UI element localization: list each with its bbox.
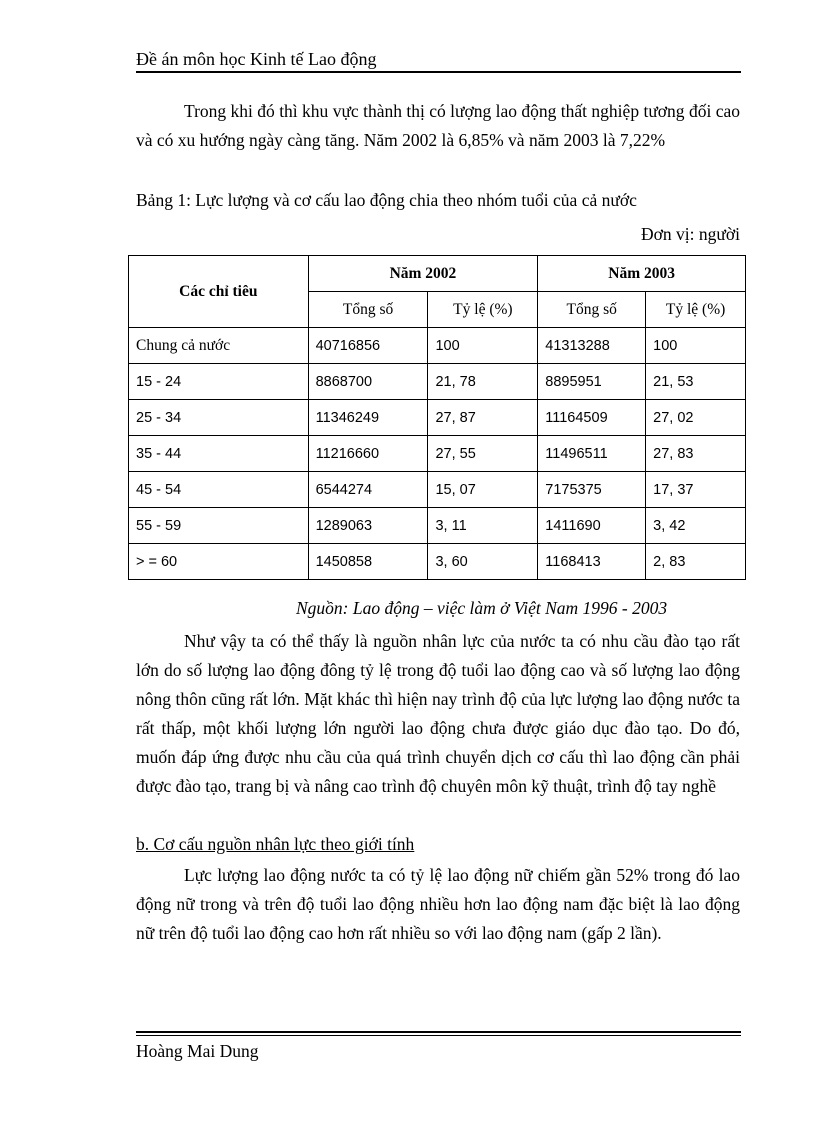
cell-total-2003: 7175375 [538,472,646,508]
header-year-2003: Năm 2003 [538,256,746,292]
row-label: 35 - 44 [129,436,309,472]
intro-paragraph: Trong khi đó thì khu vực thành thị có lượng lao động thất nghiệp tương đối cao và có xu hướng ngày càng tăng. Năm 2002 là 6,85% và năm 2003 là 7,22% [136,101,740,150]
footer-divider [136,1031,741,1033]
cell-total-2003: 41313288 [538,328,646,364]
cell-rate-2003: 2, 83 [646,544,746,580]
table-row [129,436,746,472]
cell-rate-2003: 17, 37 [646,472,746,508]
footer-author: Hoàng Mai Dung [136,1041,259,1061]
footer-divider-thin [136,1035,741,1036]
header-indicator: Các chỉ tiêu [129,256,309,328]
header-year-2002: Năm 2002 [308,256,538,292]
subheader-total-2002: Tổng số [308,292,428,328]
row-label: 25 - 34 [129,400,309,436]
cell-rate-2002: 21, 78 [428,364,538,400]
table-source: Nguồn: Lao động – việc làm ở Việt Nam 1996 - 2003 [296,598,668,618]
cell-rate-2002: 100 [428,328,538,364]
cell-total-2003: 11496511 [538,436,646,472]
gender-paragraph: Lực lượng lao động nước ta có tỷ lệ lao động nữ chiếm gần 52% trong đó lao động nữ trong và trên độ tuổi lao động nhiều hơn lao động nam đặc biệt là lao động nữ trên độ tuổi lao động cao hơn rất nhiều so với lao động nam (gấp 2 lần). [136,865,740,943]
cell-rate-2002: 27, 87 [428,400,538,436]
row-label: 55 - 59 [129,508,309,544]
cell-total-2003: 1411690 [538,508,646,544]
cell-rate-2003: 100 [646,328,746,364]
cell-total-2002: 8868700 [308,364,428,400]
row-label: 45 - 54 [129,472,309,508]
cell-rate-2002: 3, 11 [428,508,538,544]
cell-rate-2003: 27, 83 [646,436,746,472]
cell-rate-2003: 27, 02 [646,400,746,436]
cell-total-2003: 11164509 [538,400,646,436]
table-row [129,328,746,364]
cell-total-2002: 11216660 [308,436,428,472]
cell-rate-2002: 27, 55 [428,436,538,472]
table-row [129,544,746,580]
cell-rate-2002: 15, 07 [428,472,538,508]
cell-total-2002: 1289063 [308,508,428,544]
cell-rate-2003: 3, 42 [646,508,746,544]
section-heading: b. Cơ cấu nguồn nhân lực theo giới tính [136,834,415,854]
cell-rate-2003: 21, 53 [646,364,746,400]
subheader-total-2003: Tổng số [538,292,646,328]
table-row [129,508,746,544]
subheader-rate-2003: Tỷ lệ (%) [646,292,746,328]
page-header-title: Đề án môn học Kinh tế Lao động [136,49,377,69]
cell-total-2002: 6544274 [308,472,428,508]
table-header-row [129,256,746,292]
analysis-paragraph: Như vậy ta có thể thấy là nguồn nhân lực của nước ta có nhu cầu đào tạo rất lớn do số lượng lao động đông tỷ lệ trong độ tuổi lao động cao và số lượng lao động nông thôn cũng rất lớn. Mặt khác thì hiện nay trình độ của lực lượng lao động nước ta rất thấp, một khối lượng lớn người lao động chưa được giáo dục đào tạo. Do đó, muốn đáp ứng được nhu cầu của quá trình chuyển dịch cơ cấu thì lao động cần phải được đào tạo, trang bị và nâng cao trình độ chuyên môn kỹ thuật, trình độ tay nghề [136,631,740,796]
unit-label: Đơn vị: người [641,224,740,244]
table-row [129,400,746,436]
row-label: > = 60 [129,544,309,580]
cell-rate-2002: 3, 60 [428,544,538,580]
cell-total-2002: 1450858 [308,544,428,580]
cell-total-2003: 8895951 [538,364,646,400]
table-row [129,472,746,508]
cell-total-2002: 40716856 [308,328,428,364]
row-label: Chung cả nước [129,328,309,364]
age-group-labor-table [128,255,746,580]
header-divider [136,71,741,73]
cell-total-2003: 1168413 [538,544,646,580]
subheader-rate-2002: Tỷ lệ (%) [428,292,538,328]
row-label: 15 - 24 [129,364,309,400]
table-row [129,364,746,400]
cell-total-2002: 11346249 [308,400,428,436]
table-caption: Bảng 1: Lực lượng và cơ cấu lao động chia theo nhóm tuổi của cả nước [136,190,637,210]
